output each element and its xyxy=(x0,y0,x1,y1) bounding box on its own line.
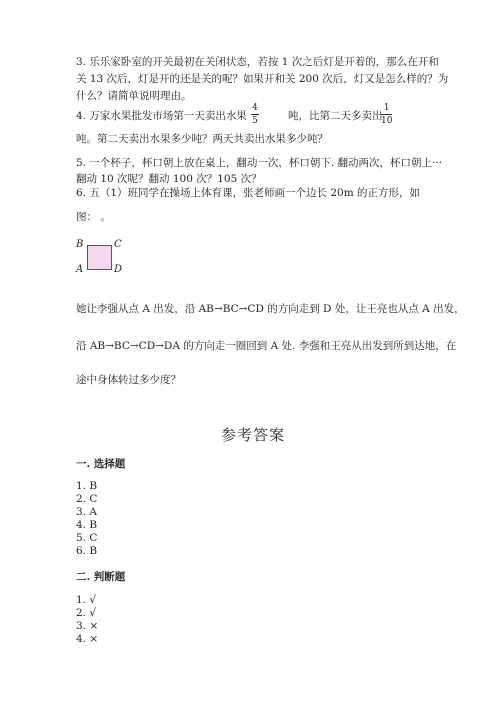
problem-4-line-2: 吨。第二天卖出水果多少吨？两天共卖出水果多少吨？ xyxy=(76,133,328,145)
list-item: 6. B xyxy=(76,545,98,557)
problem-6-line-4: 沿 AB→BC→CD→DA 的方向走一圈回到 A 处. 李强和王亮从出发到所到达地，在 xyxy=(76,340,457,352)
fraction-bar xyxy=(381,114,392,115)
list-item: 5. C xyxy=(76,532,98,544)
list-item: 4. × xyxy=(76,633,99,645)
list-item: 1. B xyxy=(76,480,98,492)
list-item: 2. C xyxy=(76,493,98,505)
fraction-denominator: 5 xyxy=(252,116,258,126)
vertex-label-c: C xyxy=(114,239,122,250)
problem-6-line-5: 途中身体转过多少度？ xyxy=(76,374,181,386)
problem-3-line-3: 什么？请简单说明理由。 xyxy=(76,90,192,102)
list-item: 2. √ xyxy=(76,607,97,619)
problem-3-line-1: 3. 乐乐家卧室的开关最初在关闭状态，若按 1 次之后灯是开着的，那么在开和 xyxy=(76,56,439,68)
list-item: 4. B xyxy=(76,519,98,531)
problem-5-line-1: 5. 一个杯子，杯口朝上放在桌上，翻动一次，杯口朝下. 翻动两次，杯口朝上··· xyxy=(76,157,443,169)
list-item: 1. √ xyxy=(76,594,97,606)
problem-6-line-2: 图： 。 xyxy=(76,211,111,223)
fraction-numerator: 1 xyxy=(383,103,390,113)
vertex-label-b: B xyxy=(76,239,84,250)
problem-6-line-3: 她让李强从点 A 出发，沿 AB→BC→CD 的方向走到 D 处，让王亮也从点 A 出发， xyxy=(76,303,465,315)
fraction-four-fifths xyxy=(251,103,259,126)
problem-5-line-2: 翻动 10 次呢？翻动 100 次？105 次？ xyxy=(76,173,262,185)
fraction-one-tenth xyxy=(381,103,392,126)
list-item: 3. A xyxy=(76,506,97,518)
list-item: 3. × xyxy=(76,620,99,632)
vertex-label-d: D xyxy=(114,264,123,275)
fraction-numerator: 4 xyxy=(252,103,258,113)
answers-title: 参考答案 xyxy=(221,426,286,444)
problem-4-text-2: 吨，比第二天多卖出 xyxy=(288,110,383,122)
problem-4-text-1: 4. 万家水果批发市场第一天卖出水果 xyxy=(76,110,247,122)
section-judge-heading: 二. 判断题 xyxy=(76,571,126,583)
vertex-label-a: A xyxy=(76,264,84,275)
problem-6-line-1: 6. 五（1）班同学在操场上体育课，张老师画一个边长 20m 的正方形，如 xyxy=(76,187,421,199)
fraction-denominator: 10 xyxy=(381,116,393,126)
problem-3-line-2: 关 13 次后，灯是开的还是关的呢？如果开和关 200 次后，灯又是怎么样的？为 xyxy=(76,73,449,85)
section-choice-heading: 一. 选择题 xyxy=(76,458,126,470)
fraction-bar xyxy=(251,114,259,115)
square-figure xyxy=(87,245,112,270)
